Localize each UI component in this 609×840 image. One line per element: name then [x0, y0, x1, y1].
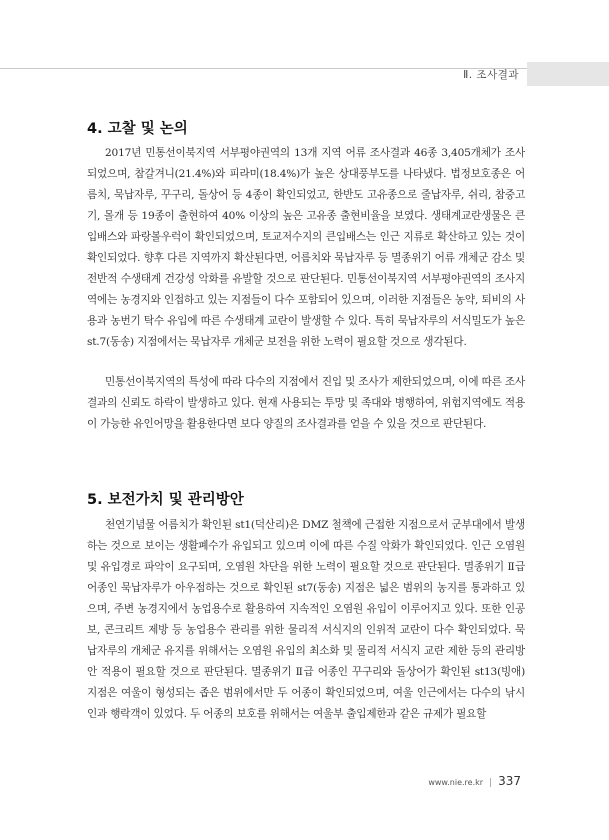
header-rule: [0, 68, 527, 69]
footer-url: www.nie.re.kr: [428, 778, 484, 787]
footer-separator: |: [489, 778, 493, 788]
page-footer: [428, 774, 521, 788]
header-tab: [527, 62, 609, 86]
running-header: Ⅱ. 조사결과: [463, 69, 519, 81]
section-title-discussion: 4. 고찰 및 논의: [87, 121, 188, 137]
paragraph: 천연기념물 어름치가 확인된 st1(덕산리)은 DMZ 철책에 근접한 지점으로서 군부대에서 발생하는 것으로 보이는 생활폐수가 유입되고 있으며 이에 따른 수질 악화가 확인되었다. 인근 오염원 및 유입경로 파악이 요구되며, 오염원 차단을 위한 노력이 필요할 것으로 판단된다. 멸종위기 Ⅱ급 어종인 묵납자루가 아우점하는 것으로 확인된 st7(동송) 지점은 넓은 범위의 농지를 통과하고 있으며, 주변 농경지에서 농업용수로 활용하여 지속적인 오염원 유입이 이루어지고 있다. 또한 인공보, 콘크리트 제방 등 농업용수 관리를 위한 물리적 서식지의 인위적 교란이 다수 확인되었다. 묵납자루의 개체군 유지를 위해서는 오염원 유입의 최소화 및 물리적 서식지 교란 제한 등의 관리방안 적용이 필요할 것으로 판단된다. 멸종위기 Ⅱ급 어종인 꾸구리와 돌상어가 확인된 st13(빙애) 지점은 여울이 형성되는 좁은 범위에서만 두 어종이 확인되었으며, 여울 인근에서는 다수의 낚시인과 행락객이 있었다. 두 어종의 보호를 위해서는 여울부 출입제한과 같은 규제가 필요할: [87, 519, 525, 720]
paragraph: 2017년 민통선이북지역 서부평야권역의 13개 지역 어류 조사결과 46종 3,405개체가 조사되었으며, 참갈겨니(21.4%)와 피라미(18.4%)가 높은 상대풍부도를 나타냈다. 법정보호종은 어름치, 묵납자루, 꾸구리, 돌상어 등 4종이 확인되었고, 한반도 고유종으로 줄납자루, 쉬리, 참중고기, 몰개 등 19종이 출현하여 40% 이상의 높은 고유종 출현비율을 보였다. 생태계교란생물은 큰입배스와 파랑볼우럭이 확인되었으며, 토교저수지의 큰입배스는 인근 지류로 확산하고 있는 것이 확인되었다. 향후 다른 지역까지 확산된다면, 어름치와 묵납자루 등 멸종위기 어류 개체군 감소 및 전반적 수생태계 건강성 악화를 유발할 것으로 판단된다. 민통선이북지역 서부평야권역의 조사지역에는 농경지와 인접하고 있는 지점들이 다수 포함되어 있으며, 이러한 지점들은 농약, 퇴비의 사용과 농번기 탁수 유입에 따른 수생태계 교란이 발생할 수 있다. 특히 묵납자루의 서식밀도가 높은 st.7(동송) 지점에서는 묵납자루 개체군 보전을 위한 노력이 필요할 것으로 생각된다.: [87, 147, 525, 348]
paragraph: 민통선이북지역의 특성에 따라 다수의 지점에서 진입 및 조사가 제한되었으며, 이에 따른 조사결과의 신뢰도 하락이 발생하고 있다. 현재 사용되는 투망 및 족대와 병행하여, 위험지역에도 적용이 가능한 유인어망을 활용한다면 보다 양질의 조사결과를 얻을 수 있을 것으로 판단된다.: [87, 376, 525, 430]
section-title-conservation: 5. 보전가치 및 관리방안: [87, 492, 244, 508]
page-number: 337: [498, 774, 521, 788]
